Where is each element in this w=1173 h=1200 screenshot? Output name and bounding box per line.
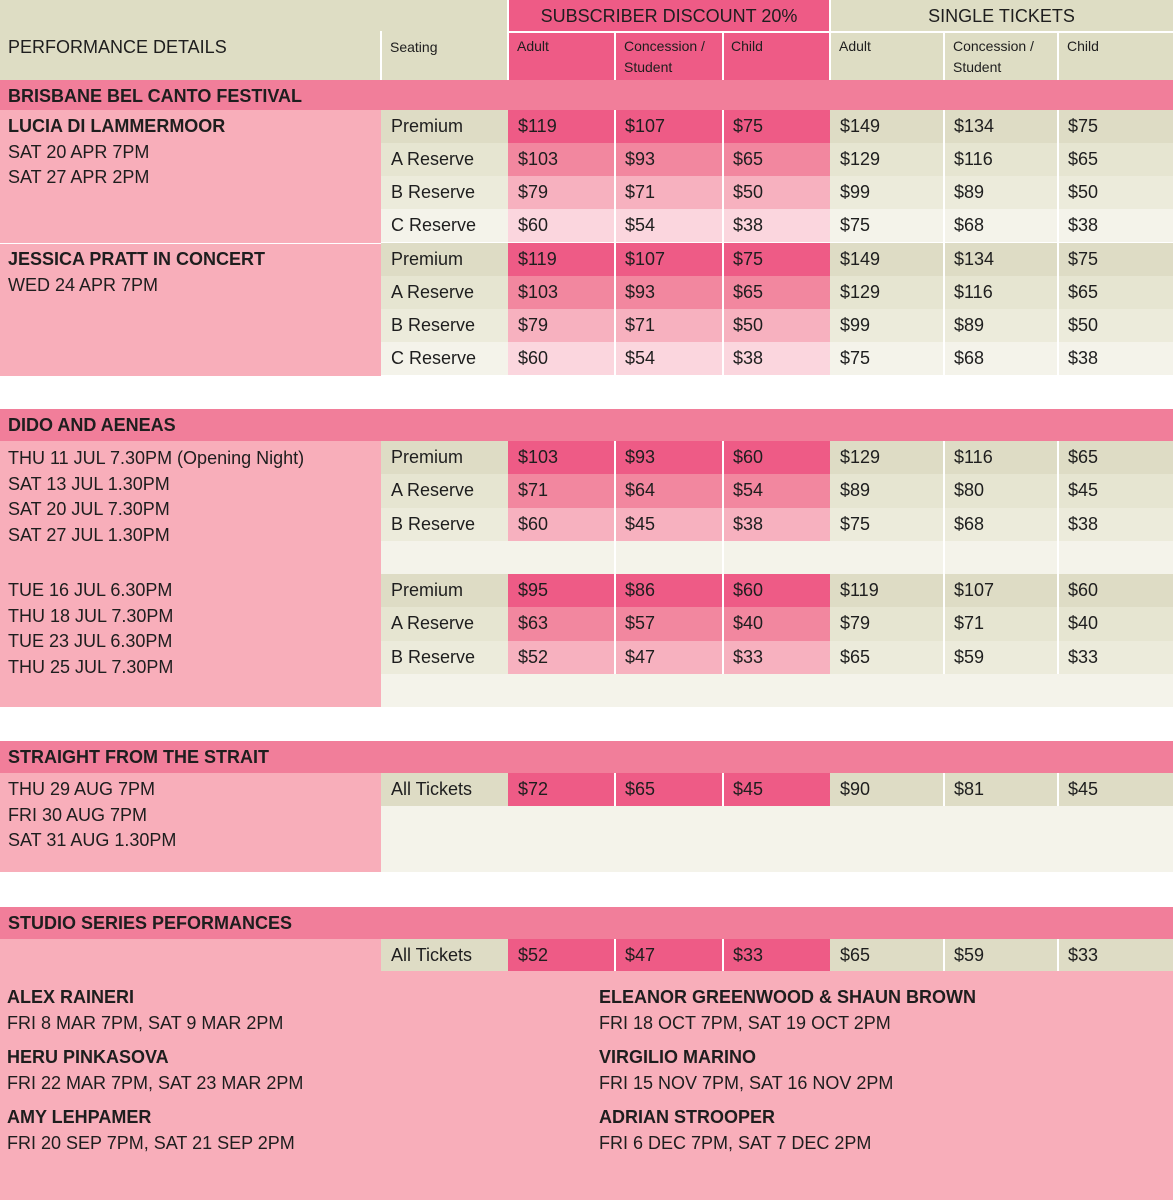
subscriber-price-cell: $65 (723, 143, 830, 176)
artist-dates: FRI 15 NOV 7PM, SAT 16 NOV 2PM (599, 1072, 894, 1093)
single-price-cell: $38 (1058, 209, 1173, 242)
seating-cell: A Reserve (381, 276, 508, 309)
subscriber-price-cell: $52 (508, 641, 615, 674)
sub-child-heading: Child (731, 38, 763, 54)
single-price-cell: $129 (830, 143, 944, 176)
artist-name: VIRGILIO MARINO (599, 1047, 756, 1067)
subscriber-discount-title: SUBSCRIBER DISCOUNT 20% (540, 6, 798, 26)
subscriber-price-cell: $33 (723, 641, 830, 674)
subscriber-price-cell: $93 (615, 276, 723, 309)
subscriber-price-cell: $45 (723, 773, 830, 806)
single-price-cell: $80 (944, 474, 1058, 507)
artist-dates: FRI 18 OCT 7PM, SAT 19 OCT 2PM (599, 1012, 891, 1033)
subscriber-price-cell: $64 (615, 474, 723, 507)
single-concession-heading: Concession / (953, 38, 1034, 54)
single-price-cell: $65 (830, 641, 944, 674)
subscriber-price-cell: $60 (723, 441, 830, 474)
header-divider (508, 31, 1173, 33)
single-price-cell: $99 (830, 309, 944, 342)
subscriber-price-cell: $54 (615, 342, 723, 375)
performance-date: SAT 27 APR 2PM (8, 167, 150, 187)
empty-cell (381, 674, 1173, 707)
performance-date: WED 24 APR 7PM (8, 274, 159, 295)
seating-cell: A Reserve (381, 143, 508, 176)
subscriber-price-cell: $38 (723, 508, 830, 541)
header-column-divider (1057, 33, 1059, 80)
performance-name: JESSICA PRATT IN CONCERT (8, 249, 266, 269)
artist-name: ADRIAN STROOPER (599, 1107, 776, 1127)
single-tickets-title: SINGLE TICKETS (928, 6, 1075, 26)
performance-date: THU 29 AUG 7PM (8, 779, 156, 799)
subscriber-price-cell: $33 (723, 939, 830, 971)
header-column-divider (614, 33, 616, 80)
subscriber-price-cell: $103 (508, 276, 615, 309)
subscriber-price-cell: $103 (508, 441, 615, 474)
subscriber-price-cell: $93 (615, 143, 723, 176)
artist-dates: FRI 22 MAR 7PM, SAT 23 MAR 2PM (7, 1072, 304, 1093)
subscriber-price-cell: $52 (508, 939, 615, 971)
section-title-strait: STRAIGHT FROM THE STRAIT (8, 747, 269, 767)
single-price-cell: $90 (830, 773, 944, 806)
seating-cell: C Reserve (381, 209, 508, 242)
single-student-heading: Student (953, 59, 1002, 75)
single-adult-heading: Adult (839, 38, 871, 54)
subscriber-price-cell: $47 (615, 939, 723, 971)
performance-date: THU 11 JUL 7.30PM (Opening Night) (8, 448, 305, 468)
single-price-cell: $59 (944, 641, 1058, 674)
performance-lucia (8, 114, 225, 191)
column-divider (614, 574, 616, 674)
performance-date: SAT 13 JUL 1.30PM (8, 473, 170, 494)
single-price-cell: $38 (1058, 508, 1173, 541)
single-price-cell: $50 (1058, 176, 1173, 209)
column-divider (1057, 441, 1059, 574)
single-price-cell: $89 (944, 176, 1058, 209)
single-price-cell: $75 (830, 342, 944, 375)
single-price-cell: $33 (1058, 939, 1173, 971)
single-price-cell: $75 (830, 508, 944, 541)
single-price-cell: $65 (830, 939, 944, 971)
single-price-cell: $75 (1058, 110, 1173, 143)
single-price-cell: $45 (1058, 474, 1173, 507)
subscriber-price-cell: $71 (615, 309, 723, 342)
seating-cell: B Reserve (381, 508, 508, 541)
subscriber-price-cell: $107 (615, 110, 723, 143)
subscriber-price-cell: $38 (723, 209, 830, 242)
column-divider (614, 939, 616, 971)
artist-dates: FRI 6 DEC 7PM, SAT 7 DEC 2PM (599, 1132, 872, 1153)
empty-cell (381, 541, 1173, 574)
column-divider (614, 773, 616, 806)
single-price-cell: $116 (944, 441, 1058, 474)
performance-date: THU 25 JUL 7.30PM (8, 656, 174, 677)
studio-spacer-cell (0, 939, 381, 971)
column-divider (722, 441, 724, 574)
seating-cell: A Reserve (381, 474, 508, 507)
single-price-cell: $134 (944, 243, 1058, 276)
single-price-cell: $149 (830, 110, 944, 143)
performance-strait (8, 777, 176, 854)
single-price-cell: $129 (830, 441, 944, 474)
subscriber-price-cell: $50 (723, 309, 830, 342)
sub-student-heading: Student (624, 59, 673, 75)
subscriber-price-cell: $60 (508, 209, 615, 242)
single-price-cell: $75 (1058, 243, 1173, 276)
subscriber-price-cell: $86 (615, 574, 723, 607)
subscriber-price-cell: $65 (723, 276, 830, 309)
single-price-cell: $75 (830, 209, 944, 242)
subscriber-price-cell: $60 (508, 508, 615, 541)
artist-name: HERU PINKASOVA (7, 1047, 169, 1067)
subscriber-price-cell: $65 (615, 773, 723, 806)
header-column-divider (507, 0, 509, 80)
subscriber-price-cell: $50 (723, 176, 830, 209)
column-divider (1057, 773, 1059, 806)
column-divider (614, 110, 616, 376)
artist-dates: FRI 20 SEP 7PM, SAT 21 SEP 2PM (7, 1132, 295, 1153)
subscriber-price-cell: $119 (508, 110, 615, 143)
performance-details-heading: PERFORMANCE DETAILS (8, 37, 227, 57)
column-divider (943, 441, 945, 574)
single-price-cell: $45 (1058, 773, 1173, 806)
seating-cell: Premium (381, 574, 508, 607)
subscriber-price-cell: $103 (508, 143, 615, 176)
single-price-cell: $38 (1058, 342, 1173, 375)
subscriber-price-cell: $60 (508, 342, 615, 375)
column-divider (943, 574, 945, 674)
subscriber-price-cell: $119 (508, 243, 615, 276)
performance-date: TUE 16 JUL 6.30PM (8, 580, 173, 600)
subscriber-price-cell: $79 (508, 176, 615, 209)
single-price-cell: $50 (1058, 309, 1173, 342)
single-price-cell: $65 (1058, 441, 1173, 474)
header-column-divider (829, 0, 831, 80)
column-divider (1057, 110, 1059, 376)
column-divider (1057, 939, 1059, 971)
subscriber-price-cell: $107 (615, 243, 723, 276)
single-price-cell: $40 (1058, 607, 1173, 640)
artist-name: ALEX RAINERI (7, 987, 135, 1007)
single-price-cell: $149 (830, 243, 944, 276)
performance-dido-2 (8, 578, 173, 680)
subscriber-price-cell: $47 (615, 641, 723, 674)
seating-cell: C Reserve (381, 342, 508, 375)
seating-cell: Premium (381, 110, 508, 143)
column-divider (722, 110, 724, 376)
artist-dates: FRI 8 MAR 7PM, SAT 9 MAR 2PM (7, 1012, 284, 1033)
subscriber-price-cell: $95 (508, 574, 615, 607)
subscriber-price-cell: $79 (508, 309, 615, 342)
seating-heading: Seating (390, 39, 438, 55)
seating-cell: All Tickets (381, 939, 508, 971)
single-price-cell: $99 (830, 176, 944, 209)
column-divider (614, 441, 616, 574)
single-price-cell: $65 (1058, 276, 1173, 309)
single-price-cell: $89 (944, 309, 1058, 342)
single-price-cell: $107 (944, 574, 1058, 607)
seating-cell: Premium (381, 243, 508, 276)
performance-name: LUCIA DI LAMMERMOOR (8, 116, 226, 136)
performance-date: TUE 23 JUL 6.30PM (8, 631, 173, 651)
column-divider (722, 939, 724, 971)
subscriber-price-cell: $57 (615, 607, 723, 640)
artist-name: ELEANOR GREENWOOD & SHAUN BROWN (599, 987, 976, 1007)
section-title-bel-canto: BRISBANE BEL CANTO FESTIVAL (8, 86, 303, 106)
single-price-cell: $116 (944, 276, 1058, 309)
single-price-cell: $68 (944, 209, 1058, 242)
single-price-cell: $59 (944, 939, 1058, 971)
seating-cell: A Reserve (381, 607, 508, 640)
subscriber-price-cell: $38 (723, 342, 830, 375)
artist-name: AMY LEHPAMER (7, 1107, 152, 1127)
subscriber-price-cell: $72 (508, 773, 615, 806)
single-price-cell: $116 (944, 143, 1058, 176)
single-price-cell: $60 (1058, 574, 1173, 607)
column-divider (943, 110, 945, 376)
column-divider (722, 773, 724, 806)
subscriber-price-cell: $71 (615, 176, 723, 209)
header-column-divider (943, 33, 945, 80)
column-divider (1057, 574, 1059, 674)
subscriber-price-cell: $75 (723, 243, 830, 276)
sub-adult-heading: Adult (517, 38, 549, 54)
column-divider (722, 574, 724, 674)
single-price-cell: $119 (830, 574, 944, 607)
performance-date: SAT 31 AUG 1.30PM (8, 830, 177, 850)
subscriber-price-cell: $71 (508, 474, 615, 507)
single-child-heading: Child (1067, 38, 1099, 54)
subscriber-price-cell: $93 (615, 441, 723, 474)
column-divider (943, 773, 945, 806)
column-divider (943, 939, 945, 971)
single-price-cell: $68 (944, 342, 1058, 375)
single-price-cell: $81 (944, 773, 1058, 806)
subscriber-price-cell: $54 (723, 474, 830, 507)
section-title-studio: STUDIO SERIES PEFORMANCES (8, 913, 293, 933)
performance-date: SAT 20 APR 7PM (8, 141, 150, 162)
seating-cell: B Reserve (381, 176, 508, 209)
studio-artists-right (599, 985, 976, 1156)
performance-date: FRI 30 AUG 7PM (8, 804, 148, 825)
single-price-cell: $89 (830, 474, 944, 507)
performance-date: THU 18 JUL 7.30PM (8, 605, 174, 626)
section-bar-dido (0, 409, 1173, 441)
single-price-cell: $65 (1058, 143, 1173, 176)
empty-cell (381, 806, 1173, 872)
performance-date: SAT 20 JUL 7.30PM (8, 499, 170, 519)
seating-cell: All Tickets (381, 773, 508, 806)
single-price-cell: $33 (1058, 641, 1173, 674)
seating-cell: Premium (381, 441, 508, 474)
header-column-divider (380, 31, 382, 80)
single-price-cell: $134 (944, 110, 1058, 143)
single-price-cell: $129 (830, 276, 944, 309)
subscriber-price-cell: $40 (723, 607, 830, 640)
performance-dido-1 (8, 446, 304, 548)
section-title-dido: DIDO AND AENEAS (8, 415, 176, 435)
subscriber-price-cell: $75 (723, 110, 830, 143)
subscriber-price-cell: $54 (615, 209, 723, 242)
single-price-cell: $68 (944, 508, 1058, 541)
subscriber-price-cell: $45 (615, 508, 723, 541)
subscriber-price-cell: $60 (723, 574, 830, 607)
seating-cell: B Reserve (381, 309, 508, 342)
header-column-divider (722, 33, 724, 80)
single-price-cell: $71 (944, 607, 1058, 640)
sub-concession-heading: Concession / (624, 38, 705, 54)
subscriber-price-cell: $63 (508, 607, 615, 640)
studio-artists-left (7, 985, 303, 1156)
single-price-cell: $79 (830, 607, 944, 640)
seating-cell: B Reserve (381, 641, 508, 674)
performance-pratt (8, 247, 265, 298)
performance-date: SAT 27 JUL 1.30PM (8, 524, 170, 545)
